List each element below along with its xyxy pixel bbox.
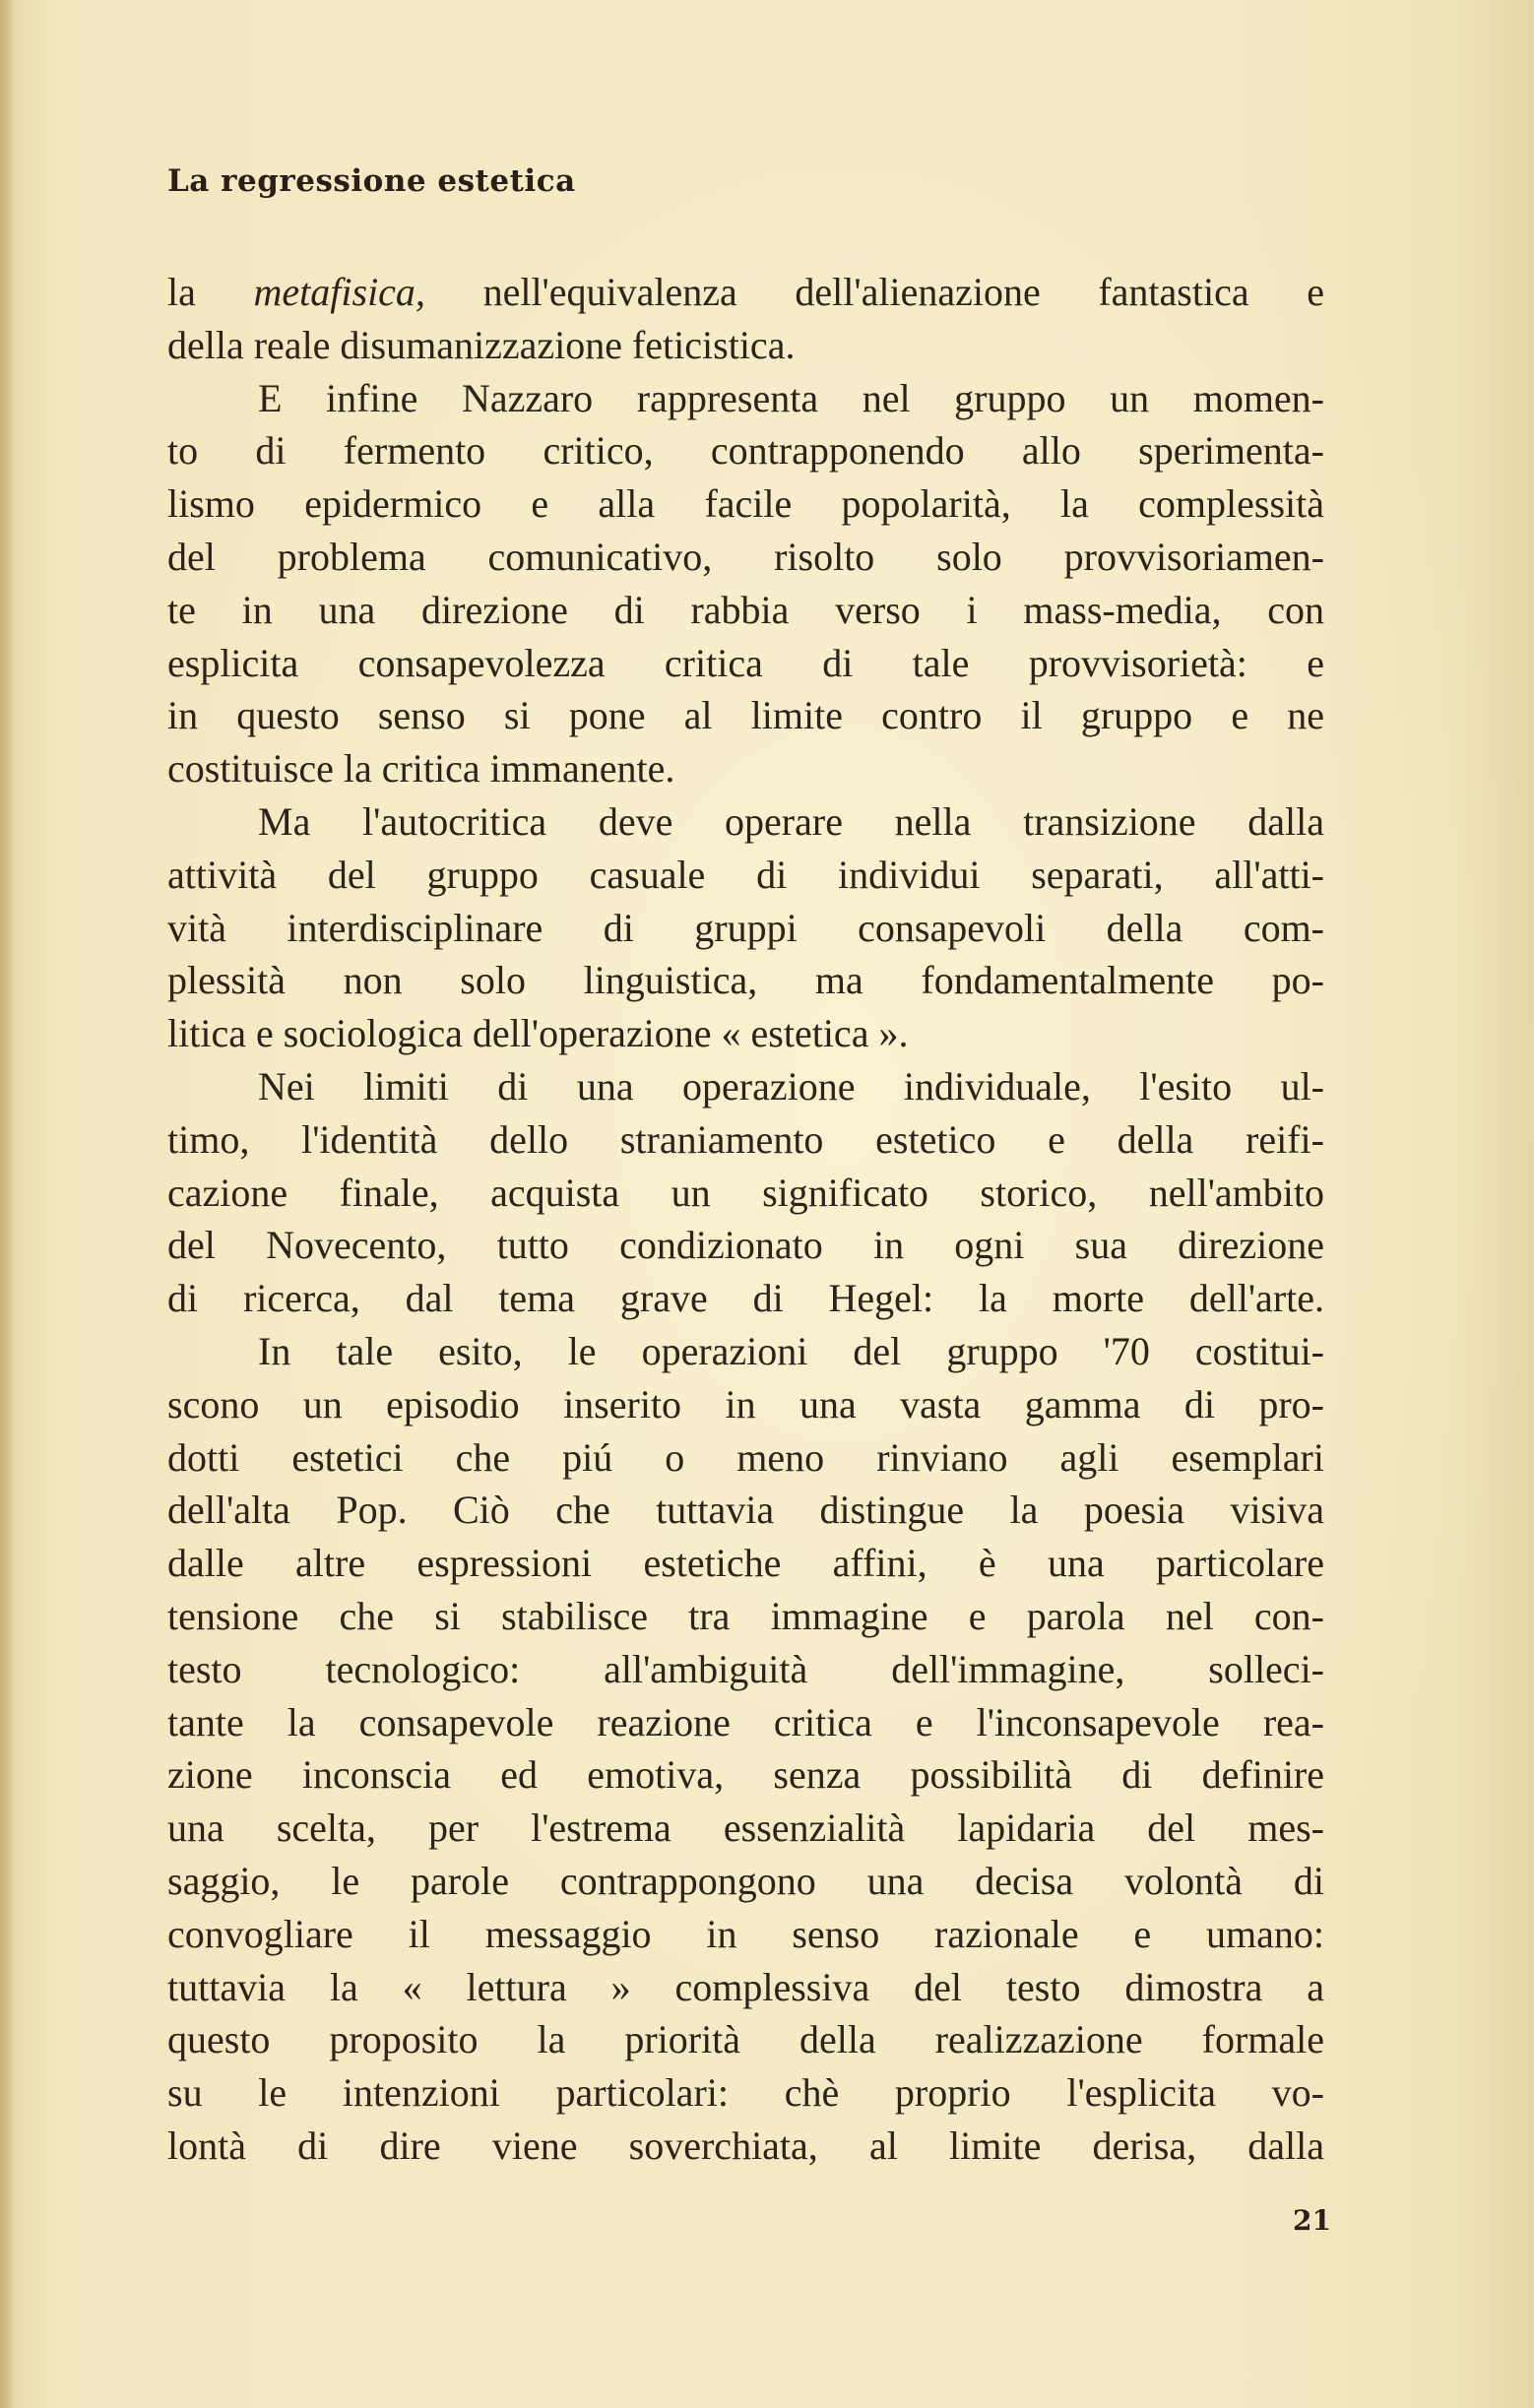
text-line: lismo epidermico e alla facile popolarità, la complessità bbox=[167, 481, 1324, 527]
text-line: dotti estetici che piú o meno rinviano agli esemplari bbox=[167, 1434, 1324, 1480]
running-head: La regressione estetica bbox=[167, 163, 576, 199]
paragraph-first-line: In tale esito, le operazioni del gruppo '70 costitui- bbox=[258, 1328, 1324, 1373]
text-line: cazione finale, acquista un significato storico, nell'ambito bbox=[167, 1170, 1324, 1215]
body-text bbox=[167, 266, 1324, 2173]
text-line: zione inconscia ed emotiva, senza possibilità di definire bbox=[167, 1752, 1324, 1798]
text-line: te in una direzione di rabbia verso i mass-media, con bbox=[167, 587, 1324, 632]
text-line: una scelta, per l'estrema essenzialità lapidaria del mes- bbox=[167, 1806, 1324, 1851]
text-line: saggio, le parole contrappongono una decisa volontà di bbox=[167, 1858, 1324, 1903]
text-line: esplicita consapevolezza critica di tale provvisorietà: e bbox=[167, 640, 1324, 685]
text-line: in questo senso si pone al limite contro il gruppo e ne bbox=[167, 693, 1324, 738]
text-line: plessità non solo linguistica, ma fondamentalmente po- bbox=[167, 958, 1324, 1003]
text-line: di ricerca, dal tema grave di Hegel: la morte dell'arte. bbox=[167, 1276, 1324, 1321]
paragraph-first-line: Nei limiti di una operazione individuale, l'esito ul- bbox=[258, 1063, 1324, 1109]
text-line: dalle altre espressioni estetiche affini, è una particolare bbox=[167, 1541, 1324, 1586]
text-line: costituisce la critica immanente. bbox=[167, 746, 675, 792]
text-line: to di fermento critico, contrapponendo allo sperimenta- bbox=[167, 428, 1324, 474]
text-line: dell'alta Pop. Ciò che tuttavia distingue la poesia visiva bbox=[167, 1488, 1324, 1533]
text-line: del Novecento, tutto condizionato in ogni sua direzione bbox=[167, 1223, 1324, 1268]
page-gutter-shadow bbox=[0, 0, 14, 2408]
text-line: tante la consapevole reazione critica e l'inconsapevole rea- bbox=[167, 1699, 1324, 1744]
text-line: vità interdisciplinare di gruppi consapevoli della com- bbox=[167, 905, 1324, 950]
text-line: tuttavia la « lettura » complessiva del testo dimostra a bbox=[167, 1964, 1324, 2009]
text-line: la metafisica, nell'equivalenza dell'alienazione fantastica e bbox=[167, 270, 1324, 314]
text-line: questo proposito la priorità della realizzazione formale bbox=[167, 2017, 1324, 2062]
text-line: convogliare il messaggio in senso razionale e umano: bbox=[167, 1911, 1324, 1956]
text-line: attività del gruppo casuale di individui separati, all'atti- bbox=[167, 852, 1324, 897]
text-line: timo, l'identità dello straniamento estetico e della reifi- bbox=[167, 1116, 1324, 1162]
text-line: del problema comunicativo, risolto solo provvisoriamen- bbox=[167, 534, 1324, 579]
text-line: su le intenzioni particolari: chè proprio l'esplicita vo- bbox=[167, 2070, 1324, 2116]
text-line: lontà di dire viene soverchiata, al limite derisa, dalla bbox=[167, 2123, 1324, 2168]
paragraph-first-line: E infine Nazzaro rappresenta nel gruppo un momen- bbox=[258, 375, 1324, 420]
text-line: scono un episodio inserito in una vasta gamma di pro- bbox=[167, 1381, 1324, 1426]
text-line: testo tecnologico: all'ambiguità dell'immagine, solleci- bbox=[167, 1646, 1324, 1691]
page-number: 21 bbox=[1293, 2204, 1331, 2237]
text-line: della reale disumanizzazione feticistica. bbox=[167, 322, 796, 367]
text-line: litica e sociologica dell'operazione « estetica ». bbox=[167, 1011, 909, 1056]
text-line: tensione che si stabilisce tra immagine e parola nel con- bbox=[167, 1593, 1324, 1638]
paragraph-first-line: Ma l'autocritica deve operare nella transizione dalla bbox=[258, 798, 1324, 844]
italic-word: metafisica, bbox=[253, 270, 425, 314]
